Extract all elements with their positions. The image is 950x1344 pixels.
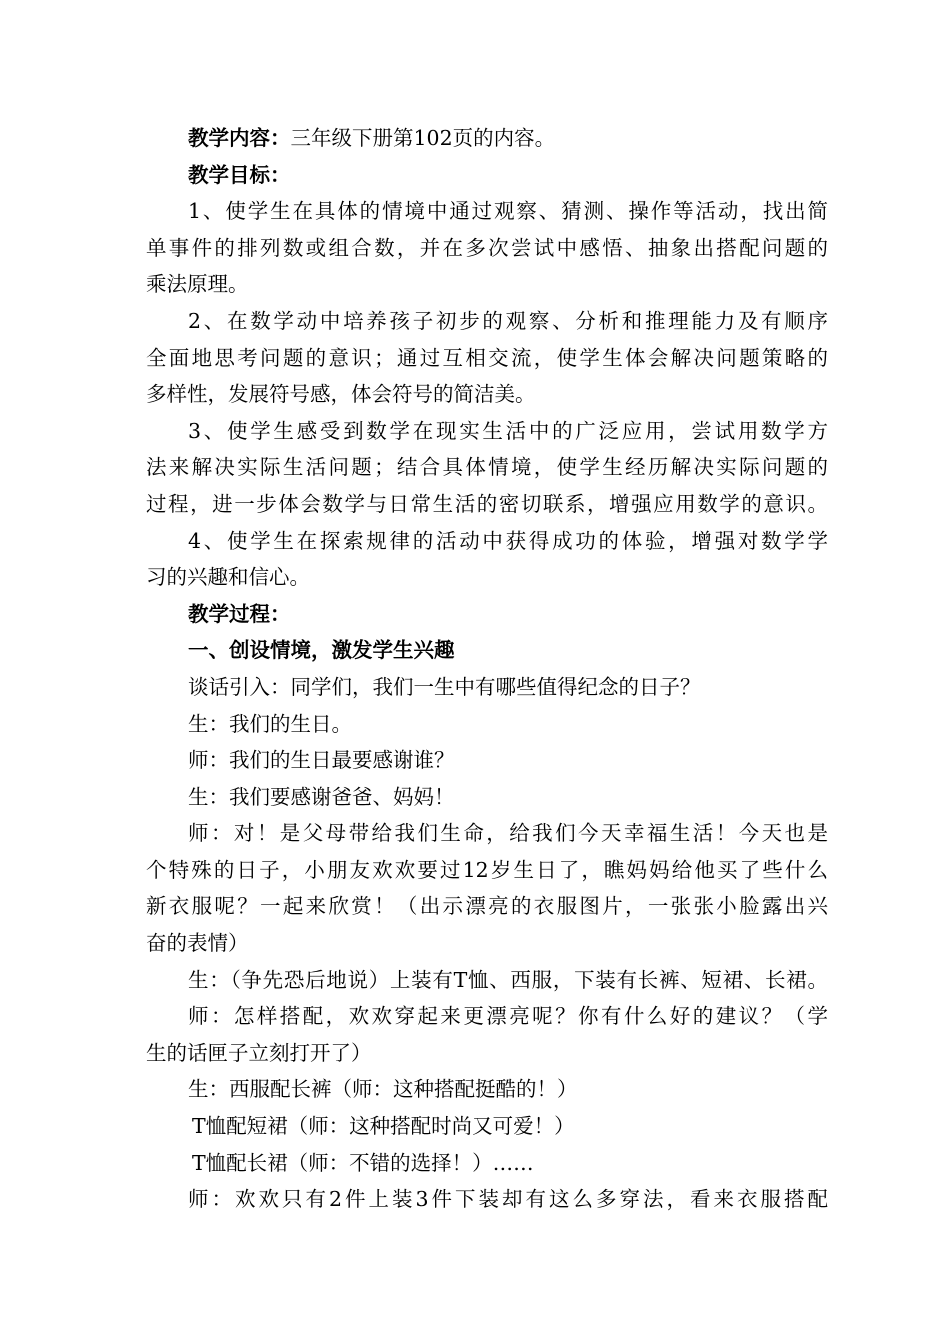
document-page: [146, 120, 828, 1218]
dialogue-line: 谈话引入：同学们，我们一生中有哪些值得纪念的日子？: [188, 674, 701, 699]
paragraph-text: 三年级下册第102页的内容。: [290, 126, 556, 150]
dialogue-line: 生：我们要感谢爸爸、妈妈！: [188, 784, 455, 809]
dialogue-line: 新衣服呢？一起来欣赏！（出示漂亮的衣服图片，一张张小脸露出兴: [146, 894, 828, 919]
dialogue-line: 师：怎样搭配，欢欢穿起来更漂亮呢？你有什么好的建议？（学: [188, 1004, 828, 1029]
heading-teaching-process: 教学过程：: [188, 601, 291, 626]
dialogue-line: 生的话匣子立刻打开了）: [146, 1040, 372, 1065]
dialogue-line: 个特殊的日子，小朋友欢欢要过12岁生日了，瞧妈妈给他买了些什么: [146, 857, 828, 882]
dialogue-line: 师：对！是父母带给我们生命，给我们今天幸福生活！今天也是: [188, 821, 828, 846]
goal-1-line-2: 单事件的排列数或组合数，并在多次尝试中感悟、抽象出搭配问题的: [146, 235, 828, 260]
goal-3-line-1: 3、使学生感受到数学在现实生活中的广泛应用，尝试用数学方: [188, 418, 828, 443]
dialogue-line: 师：欢欢只有2件上装3件下装却有这么多穿法，看来衣服搭配: [188, 1187, 828, 1212]
goal-1-line-1: 1、使学生在具体的情境中通过观察、猜测、操作等活动，找出简: [188, 199, 828, 224]
goal-4-line-2: 习的兴趣和信心。: [146, 565, 310, 590]
dialogue-line: 生：西服配长裤（师：这种搭配挺酷的！）: [188, 1077, 578, 1102]
heading-teaching-goals: 教学目标：: [188, 162, 291, 187]
heading-section-one: 一、创设情境，激发学生兴趣: [188, 638, 455, 663]
dialogue-line: T恤配长裙（师：不错的选择！）……: [192, 1150, 534, 1175]
goal-3-line-3: 过程，进一步体会数学与日常生活的密切联系，增强应用数学的意识。: [146, 491, 828, 516]
dialogue-line: 奋的表情）: [146, 931, 249, 956]
heading-teaching-content: 教学内容：: [188, 126, 291, 150]
dialogue-line: T恤配短裙（师：这种搭配时尚又可爱！）: [192, 1114, 575, 1139]
goal-4-line-1: 4、使学生在探索规律的活动中获得成功的体验，增强对数学学: [188, 528, 828, 553]
goal-2-line-2: 全面地思考问题的意识；通过互相交流，使学生体会解决问题策略的: [146, 345, 828, 370]
dialogue-line: 生：（争先恐后地说）上装有T恤、西服，下装有长裤、短裙、长裙。: [188, 967, 828, 992]
goal-2-line-3: 多样性，发展符号感，体会符号的简洁美。: [146, 382, 536, 407]
line-teaching-content: [146, 120, 828, 157]
dialogue-line: 生：我们的生日。: [188, 711, 352, 736]
goal-3-line-2: 法来解决实际生活问题；结合具体情境，使学生经历解决实际问题的: [146, 455, 828, 480]
goal-2-line-1: 2、在数学动中培养孩子初步的观察、分析和推理能力及有顺序: [188, 308, 828, 333]
dialogue-line: 师：我们的生日最要感谢谁？: [188, 748, 455, 773]
goal-1-line-3: 乘法原理。: [146, 272, 249, 297]
